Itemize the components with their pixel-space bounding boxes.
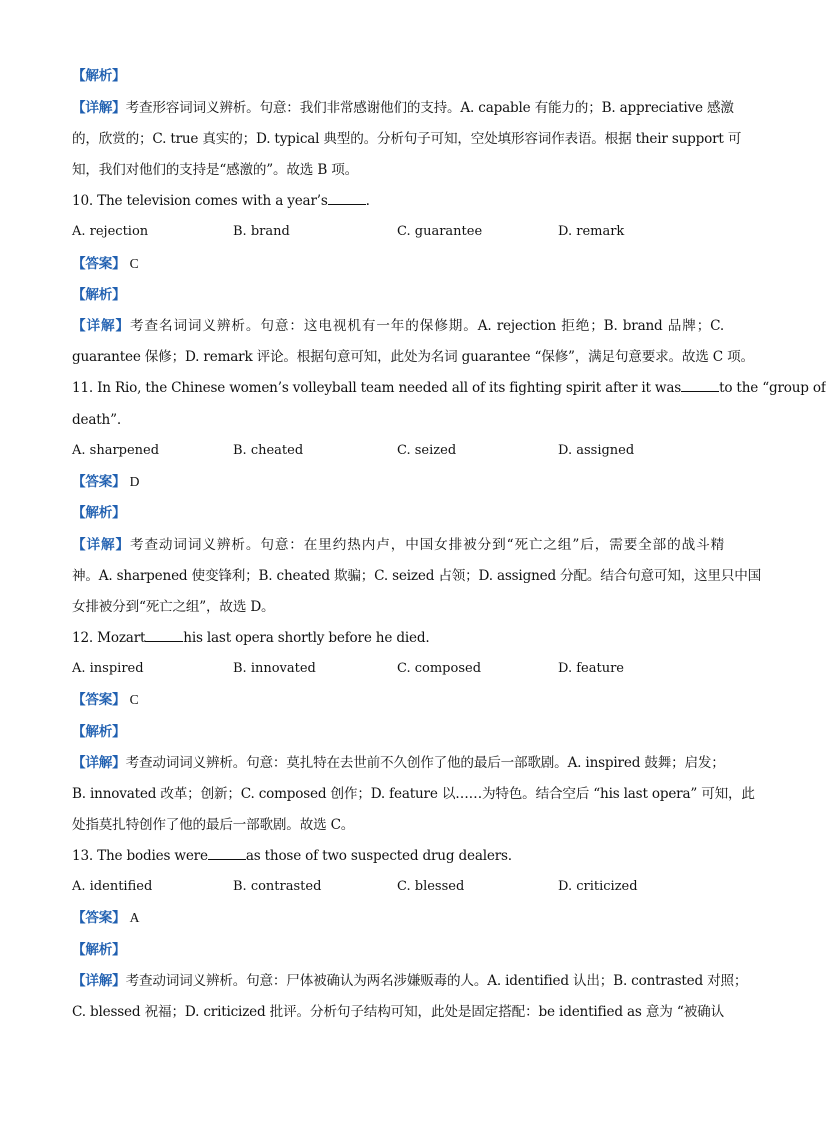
- detail-line: 【详解】考查动词词义辨析。句意：在里约热内卢，中国女排被分到“死亡之组”后，需要全部的战斗精: [72, 537, 725, 553]
- option-b: B. contrasted: [233, 879, 322, 894]
- question-stem-continued: death”.: [72, 412, 121, 428]
- answer-line: 【答案】 C: [72, 692, 139, 708]
- option-b: B. innovated: [233, 661, 316, 676]
- detail-line: 【详解】考查动词词义辨析。句意：莫扎特在去世前不久创作了他的最后一部歌剧。A. inspired 鼓舞；启发；: [72, 755, 725, 771]
- detail-line: 【详解】考查形容词词义辨析。句意：我们非常感谢他们的支持。A. capable 有能力的；B. appreciative 感激: [72, 100, 734, 116]
- answer-blank: [328, 192, 366, 205]
- option-d: D. feature: [558, 661, 624, 676]
- option-d: D. remark: [558, 224, 625, 239]
- analysis-heading: 【解析】: [72, 287, 126, 303]
- analysis-heading: 【解析】: [72, 942, 126, 958]
- detail-line: 处指莫扎特创作了他的最后一部歌剧。故选 C。: [72, 817, 355, 833]
- detail-line: guarantee 保修；D. remark 评论。根据句意可知，此处为名词 guarantee “保修”，满足句意要求。故选 C 项。: [72, 349, 754, 365]
- question-stem: 11. In Rio, the Chinese women’s volleyball team needed all of its fighting spirit after it was to the “group of: [72, 380, 826, 396]
- answer-line: 【答案】 D: [72, 474, 140, 490]
- option-a: A. inspired: [72, 661, 144, 676]
- analysis-heading: 【解析】: [72, 505, 126, 521]
- option-d: D. criticized: [558, 879, 638, 894]
- option-b: B. cheated: [233, 443, 304, 458]
- option-c: C. seized: [397, 443, 457, 458]
- option-b: B. brand: [233, 224, 290, 239]
- detail-line: 女排被分到“死亡之组”，故选 D。: [72, 599, 275, 615]
- option-d: D. assigned: [558, 443, 635, 458]
- question-stem: 10. The television comes with a year’s .: [72, 193, 370, 209]
- option-a: A. identified: [72, 879, 153, 894]
- answer-blank: [681, 379, 719, 392]
- analysis-heading: 【解析】: [72, 724, 126, 740]
- detail-line: 的，欣赏的；C. true 真实的；D. typical 典型的。分析句子可知，空处填形容词作表语。根据 their support 可: [72, 131, 742, 147]
- question-stem: 13. The bodies were as those of two suspected drug dealers.: [72, 848, 512, 864]
- answer-line: 【答案】 A: [72, 910, 140, 926]
- option-a: A. rejection: [72, 224, 149, 239]
- question-stem: 12. Mozart his last opera shortly before he died.: [72, 630, 430, 646]
- analysis-heading: 【解析】: [72, 68, 126, 84]
- detail-line: 知，我们对他们的支持是“感激的”。故选 B 项。: [72, 162, 359, 178]
- detail-line: B. innovated 改革；创新；C. composed 创作；D. feature 以……为特色。结合空后 “his last opera” 可知，此: [72, 786, 755, 802]
- detail-line: 【详解】考查名词词义辨析。句意：这电视机有一年的保修期。A. rejection 拒绝；B. brand 品牌；C.: [72, 318, 724, 334]
- option-c: C. guarantee: [397, 224, 483, 239]
- answer-line: 【答案】 C: [72, 256, 139, 272]
- option-c: C. blessed: [397, 879, 465, 894]
- option-a: A. sharpened: [72, 443, 160, 458]
- detail-line: 【详解】考查动词词义辨析。句意：尸体被确认为两名涉嫌贩毒的人。A. identified 认出；B. contrasted 对照；: [72, 973, 748, 989]
- detail-line: C. blessed 祝福；D. criticized 批评。分析句子结构可知，此处是固定搭配：be identified as 意为 “被确认: [72, 1004, 724, 1020]
- answer-blank: [208, 847, 246, 860]
- option-c: C. composed: [397, 661, 482, 676]
- answer-blank: [145, 629, 183, 642]
- detail-line: 神。A. sharpened 使变锋利；B. cheated 欺骗；C. seized 占领；D. assigned 分配。结合句意可知，这里只中国: [72, 568, 762, 584]
